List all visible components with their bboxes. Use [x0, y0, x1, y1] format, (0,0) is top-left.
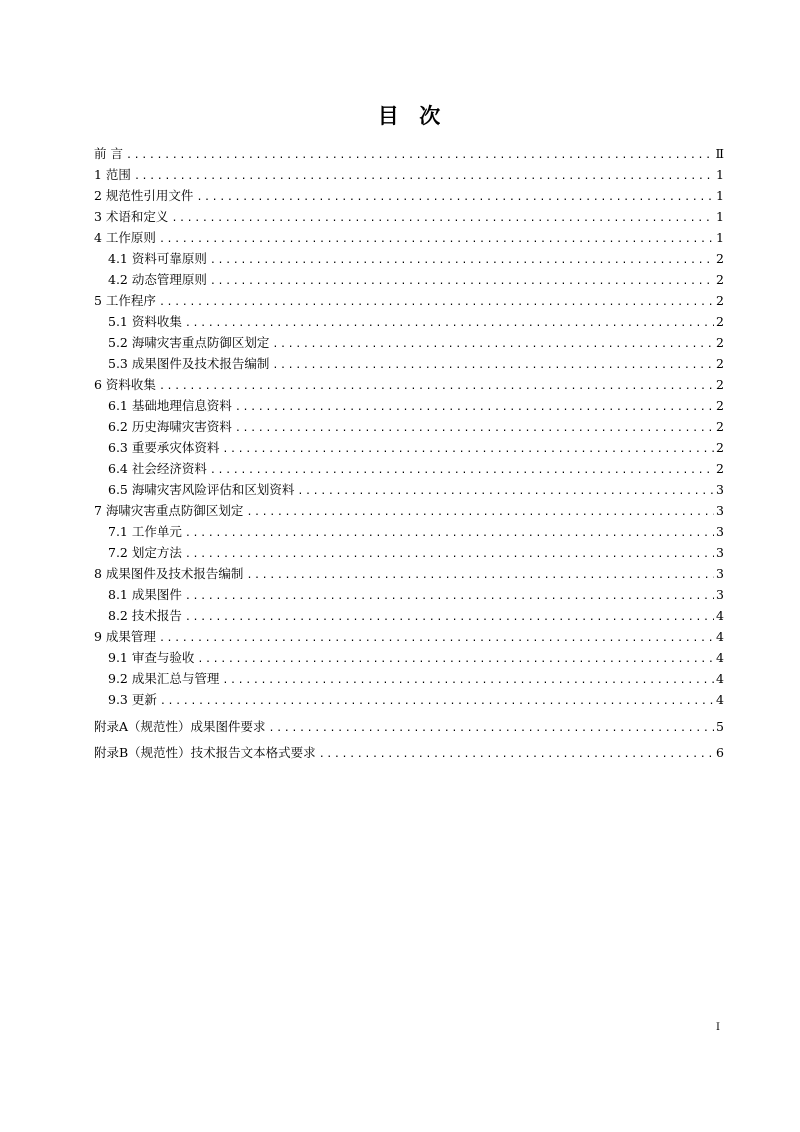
toc-entry[interactable]	[94, 290, 724, 311]
toc-entry-page: 4	[716, 608, 724, 623]
toc-entry[interactable]	[94, 395, 724, 416]
toc-entry-page: 2	[716, 398, 724, 413]
toc-entry-page: 4	[716, 629, 724, 644]
toc-entry-title: 4.1 资料可靠原则	[108, 251, 207, 266]
toc-entry-page: 4	[716, 692, 724, 707]
toc-entry[interactable]	[94, 374, 724, 395]
toc-leader-dots	[235, 418, 714, 439]
toc-entry[interactable]	[94, 563, 724, 584]
toc-entry-title: 3 术语和定义	[94, 209, 169, 224]
toc-entry[interactable]	[94, 269, 724, 290]
toc-entry-page: 3	[716, 545, 724, 560]
toc-leader-dots	[319, 742, 714, 768]
toc-entry[interactable]	[94, 248, 724, 269]
toc-leader-dots	[197, 649, 714, 670]
toc-entry-title: 7.1 工作单元	[108, 524, 182, 539]
toc-entry-page: Ⅱ	[715, 146, 724, 161]
toc-entry-title: 前 言	[94, 146, 123, 161]
toc-entry-page: 1	[716, 167, 724, 182]
toc-entry[interactable]	[94, 143, 724, 164]
toc-entry-page: 3	[716, 524, 724, 539]
toc-leader-dots	[246, 565, 714, 586]
toc-entry-page: 3	[716, 587, 724, 602]
toc-entry[interactable]	[94, 479, 724, 500]
toc-entry[interactable]	[94, 542, 724, 563]
toc-entry-title: 5.2 海啸灾害重点防御区划定	[108, 335, 270, 350]
toc-entry[interactable]	[94, 164, 724, 185]
toc-entry[interactable]	[94, 227, 724, 248]
toc-leader-dots	[210, 460, 714, 481]
toc-entry[interactable]	[94, 332, 724, 353]
toc-entry-title: 9 成果管理	[94, 629, 156, 644]
toc-leader-dots	[235, 397, 714, 418]
toc-leader-dots	[222, 670, 714, 691]
toc-entry-title: 1 范围	[94, 167, 131, 182]
toc-entry-page: 2	[716, 314, 724, 329]
toc-leader-dots	[210, 271, 714, 292]
toc-leader-dots	[272, 355, 714, 376]
toc-leader-dots	[134, 166, 714, 187]
toc-entry-page: 2	[716, 356, 724, 371]
toc-entry-page: 2	[716, 377, 724, 392]
toc-entry-title: 7 海啸灾害重点防御区划定	[94, 503, 244, 518]
toc-leader-dots	[222, 439, 714, 460]
table-of-contents	[94, 143, 724, 766]
toc-title: 目 次	[377, 104, 443, 128]
toc-entry[interactable]	[94, 353, 724, 374]
toc-entry-title: 6.4 社会经济资料	[108, 461, 207, 476]
toc-entry-title: 8.1 成果图件	[108, 587, 182, 602]
toc-leader-dots	[272, 334, 714, 355]
toc-entry-page: 1	[716, 188, 724, 203]
toc-leader-dots	[159, 376, 714, 397]
toc-entry[interactable]	[94, 458, 724, 479]
toc-entry[interactable]	[94, 605, 724, 626]
toc-entry-page: 3	[716, 503, 724, 518]
toc-entry-title: 附录B（规范性）技术报告文本格式要求	[94, 745, 316, 760]
toc-entry[interactable]	[94, 689, 724, 710]
page-number: I	[716, 1022, 720, 1033]
toc-entry-title: 9.3 更新	[108, 692, 157, 707]
toc-entry-title: 6 资料收集	[94, 377, 156, 392]
toc-entry-page: 6	[716, 745, 724, 760]
toc-entry-title: 2 规范性引用文件	[94, 188, 194, 203]
toc-entry[interactable]	[94, 521, 724, 542]
toc-entry-title: 附录A（规范性）成果图件要求	[94, 719, 266, 734]
toc-entry-title: 9.1 审查与验收	[108, 650, 195, 665]
toc-entry-page: 2	[716, 251, 724, 266]
toc-leader-dots	[171, 208, 714, 229]
toc-entry[interactable]	[94, 416, 724, 437]
toc-entry-title: 8.2 技术报告	[108, 608, 182, 623]
toc-entry[interactable]	[94, 185, 724, 206]
toc-leader-dots	[185, 544, 714, 565]
toc-entry-title: 5.1 资料收集	[108, 314, 182, 329]
toc-entry-title: 5.3 成果图件及技术报告编制	[108, 356, 270, 371]
toc-leader-dots	[159, 229, 714, 250]
toc-leader-dots	[126, 145, 714, 166]
toc-entry-title: 4 工作原则	[94, 230, 156, 245]
toc-leader-dots	[159, 292, 714, 313]
toc-entry[interactable]	[94, 500, 724, 521]
toc-leader-dots	[297, 481, 714, 502]
toc-entry-title: 6.2 历史海啸灾害资料	[108, 419, 232, 434]
toc-entry-title: 6.1 基础地理信息资料	[108, 398, 232, 413]
toc-entry[interactable]	[94, 740, 724, 766]
toc-entry-page: 1	[716, 230, 724, 245]
toc-entry-page: 4	[716, 650, 724, 665]
toc-leader-dots	[159, 628, 714, 649]
toc-entry[interactable]	[94, 437, 724, 458]
toc-entry-page: 3	[716, 482, 724, 497]
toc-entry-title: 6.3 重要承灾体资料	[108, 440, 220, 455]
toc-leader-dots	[196, 187, 714, 208]
toc-entry-title: 6.5 海啸灾害风险评估和区划资料	[108, 482, 295, 497]
toc-entry-page: 2	[716, 335, 724, 350]
toc-entry[interactable]	[94, 584, 724, 605]
toc-leader-dots	[185, 586, 714, 607]
toc-leader-dots	[185, 607, 714, 628]
toc-entry-page: 4	[716, 671, 724, 686]
toc-entry[interactable]	[94, 668, 724, 689]
toc-entry-title: 9.2 成果汇总与管理	[108, 671, 220, 686]
toc-leader-dots	[210, 250, 714, 271]
toc-entry-page: 2	[716, 272, 724, 287]
toc-entry-title: 8 成果图件及技术报告编制	[94, 566, 244, 581]
toc-leader-dots	[246, 502, 714, 523]
toc-entry-page: 5	[716, 719, 724, 734]
toc-entry[interactable]	[94, 714, 724, 740]
toc-entry-title: 7.2 划定方法	[108, 545, 182, 560]
toc-leader-dots	[185, 523, 714, 544]
toc-leader-dots	[185, 313, 714, 334]
toc-entry[interactable]	[94, 626, 724, 647]
toc-entry-page: 2	[716, 440, 724, 455]
toc-entry-title: 4.2 动态管理原则	[108, 272, 207, 287]
toc-entry-page: 3	[716, 566, 724, 581]
toc-entry[interactable]	[94, 311, 724, 332]
toc-entry[interactable]	[94, 647, 724, 668]
toc-entry-page: 2	[716, 461, 724, 476]
toc-entry[interactable]	[94, 206, 724, 227]
toc-entry-page: 1	[716, 209, 724, 224]
toc-entry-page: 2	[716, 293, 724, 308]
toc-entry-page: 2	[716, 419, 724, 434]
toc-leader-dots	[160, 691, 714, 712]
toc-entry-title: 5 工作程序	[94, 293, 156, 308]
toc-leader-dots	[269, 716, 714, 742]
